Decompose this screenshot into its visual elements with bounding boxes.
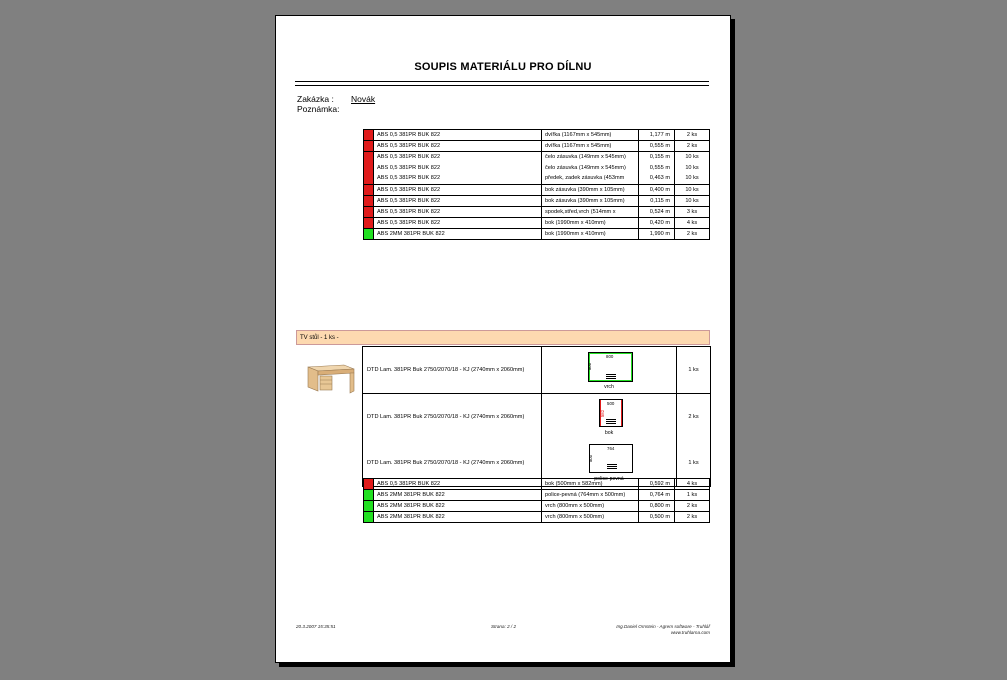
use-cell: dvířka (1167mm x 545mm) [542,141,639,152]
length-cell: 0,555 m [639,163,675,174]
board-drawing [588,352,633,382]
material-cell: ABS 0,5 381PR BUK 822 [374,217,542,228]
color-swatch [364,501,374,512]
qty-cell: 4 ks [675,479,710,490]
material-cell: ABS 2MM 381PR BUK 822 [374,228,542,239]
qty-cell: 2 ks [675,130,710,141]
qty-cell: 2 ks [677,394,711,441]
length-cell: 0,764 m [639,490,675,501]
part-description: DTD Lam. 381PR Buk 2750/2070/18 - KJ (2740mm x 2060mm) [363,347,542,394]
color-swatch [364,490,374,501]
use-cell: čelo zásuvka (149mm x 545mm) [542,152,639,163]
use-cell: vrch (800mm x 500mm) [542,512,639,523]
length-cell: 0,524 m [639,206,675,217]
zakazka-value: Novák [351,94,376,104]
title-rule-thick [295,81,709,82]
table-row [364,501,710,512]
table-row [364,512,710,523]
length-cell: 0,500 m [639,512,675,523]
length-cell: 0,400 m [639,184,675,195]
parts-table [362,346,711,487]
table-row [364,217,710,228]
board-drawing [599,399,623,427]
use-cell: bok (500mm x 582mm) [542,479,639,490]
grain-icon [606,374,616,379]
color-swatch [364,195,374,206]
color-swatch [364,512,374,523]
table-row [364,184,710,195]
poznamka-label: Poznámka: [297,104,340,114]
use-cell: bok (1990mm x 410mm) [542,217,639,228]
dim-width: 500 [607,401,615,406]
material-cell: ABS 0,5 381PR BUK 822 [374,206,542,217]
color-swatch [364,184,374,195]
material-cell: ABS 0,5 381PR BUK 822 [374,173,542,184]
use-cell: bok zásuvka (390mm x 105mm) [542,184,639,195]
length-cell: 0,800 m [639,501,675,512]
length-cell: 0,555 m [639,141,675,152]
part-description: DTD Lam. 381PR Buk 2750/2070/18 - KJ (2740mm x 2060mm) [363,440,542,487]
furniture-thumbnail-icon [304,361,356,395]
table-row [364,130,710,141]
use-cell: čelo zásuvka (149mm x 545mm) [542,163,639,174]
qty-cell: 1 ks [675,490,710,501]
qty-cell: 10 ks [675,163,710,174]
color-swatch [364,141,374,152]
qty-cell: 10 ks [675,195,710,206]
part-caption: vrch [604,384,614,390]
length-cell: 0,592 m [639,479,675,490]
qty-cell: 1 ks [677,440,711,487]
table-row [364,141,710,152]
table-row [364,163,710,174]
edge-table-2 [363,478,710,523]
qty-cell: 10 ks [675,184,710,195]
footer-web: www.truhlarna.com [670,630,710,635]
table-row [364,152,710,163]
footer-page: Strana: 2 / 2 [491,624,517,629]
qty-cell: 4 ks [675,217,710,228]
qty-cell: 10 ks [675,173,710,184]
table-row [364,206,710,217]
footer-date: 20.3.2007 15:35:51 [296,624,336,629]
color-swatch [364,228,374,239]
qty-cell: 2 ks [675,228,710,239]
use-cell: police-pevná (764mm x 500mm) [542,490,639,501]
length-cell: 0,463 m [639,173,675,184]
qty-cell: 3 ks [675,206,710,217]
part-caption: bok [604,430,614,436]
edge-table [363,129,710,240]
title-rule-thin [295,85,709,86]
dim-width: 764 [607,446,615,451]
length-cell: 0,155 m [639,152,675,163]
use-cell: vrch (800mm x 500mm) [542,501,639,512]
color-swatch [364,152,374,185]
board-drawing [589,444,633,473]
document-page [275,15,731,663]
qty-cell: 2 ks [675,141,710,152]
material-cell: ABS 2MM 381PR BUK 822 [374,501,542,512]
part-drawing-cell [542,347,677,394]
table-row [364,173,710,184]
zakazka-label: Zakázka : [297,94,334,104]
color-swatch [364,479,374,490]
dim-height: 582 [600,409,606,418]
color-swatch [364,130,374,141]
color-swatch [364,206,374,217]
length-cell: 1,177 m [639,130,675,141]
grain-icon [607,464,617,469]
material-cell: ABS 2MM 381PR BUK 822 [374,512,542,523]
material-cell: ABS 2MM 381PR BUK 822 [374,490,542,501]
table-row [364,490,710,501]
length-cell: 0,115 m [639,195,675,206]
length-cell: 1,990 m [639,228,675,239]
qty-cell: 1 ks [677,347,711,394]
qty-cell: 10 ks [675,152,710,163]
color-swatch [364,217,374,228]
material-cell: ABS 0,5 381PR BUK 822 [374,479,542,490]
part-drawing-cell [542,394,677,441]
document-title: SOUPIS MATERIÁLU PRO DÍLNU [414,61,592,73]
table-row [363,394,711,441]
length-cell: 0,420 m [639,217,675,228]
qty-cell: 2 ks [675,501,710,512]
table-row [364,479,710,490]
table-row [363,347,711,394]
dim-height: 500 [587,362,593,371]
material-cell: ABS 0,5 381PR BUK 822 [374,163,542,174]
qty-cell: 2 ks [675,512,710,523]
use-cell: předek, zadek zásuvka (453mm [542,173,639,184]
use-cell: spodek,střed,vrch (514mm x [542,206,639,217]
material-cell: ABS 0,5 381PR BUK 822 [374,184,542,195]
part-description: DTD Lam. 381PR Buk 2750/2070/18 - KJ (2740mm x 2060mm) [363,394,542,441]
part-caption: police-pevná [594,476,624,482]
use-cell: bok (1990mm x 410mm) [542,228,639,239]
use-cell: bok zásuvka (390mm x 105mm) [542,195,639,206]
table-row [364,228,710,239]
dim-height: 500 [588,454,594,463]
dim-width: 800 [606,354,614,359]
footer-author: Ing.Daniel Ornstein - Agrem software - Truhlář [616,624,710,629]
table-row [364,195,710,206]
use-cell: dvířka (1167mm x 545mm) [542,130,639,141]
material-cell: ABS 0,5 381PR BUK 822 [374,141,542,152]
material-cell: ABS 0,5 381PR BUK 822 [374,152,542,163]
grain-icon [606,419,616,424]
section-header: TV stůl - 1 ks - [296,330,710,345]
material-cell: ABS 0,5 381PR BUK 822 [374,130,542,141]
material-cell: ABS 0,5 381PR BUK 822 [374,195,542,206]
